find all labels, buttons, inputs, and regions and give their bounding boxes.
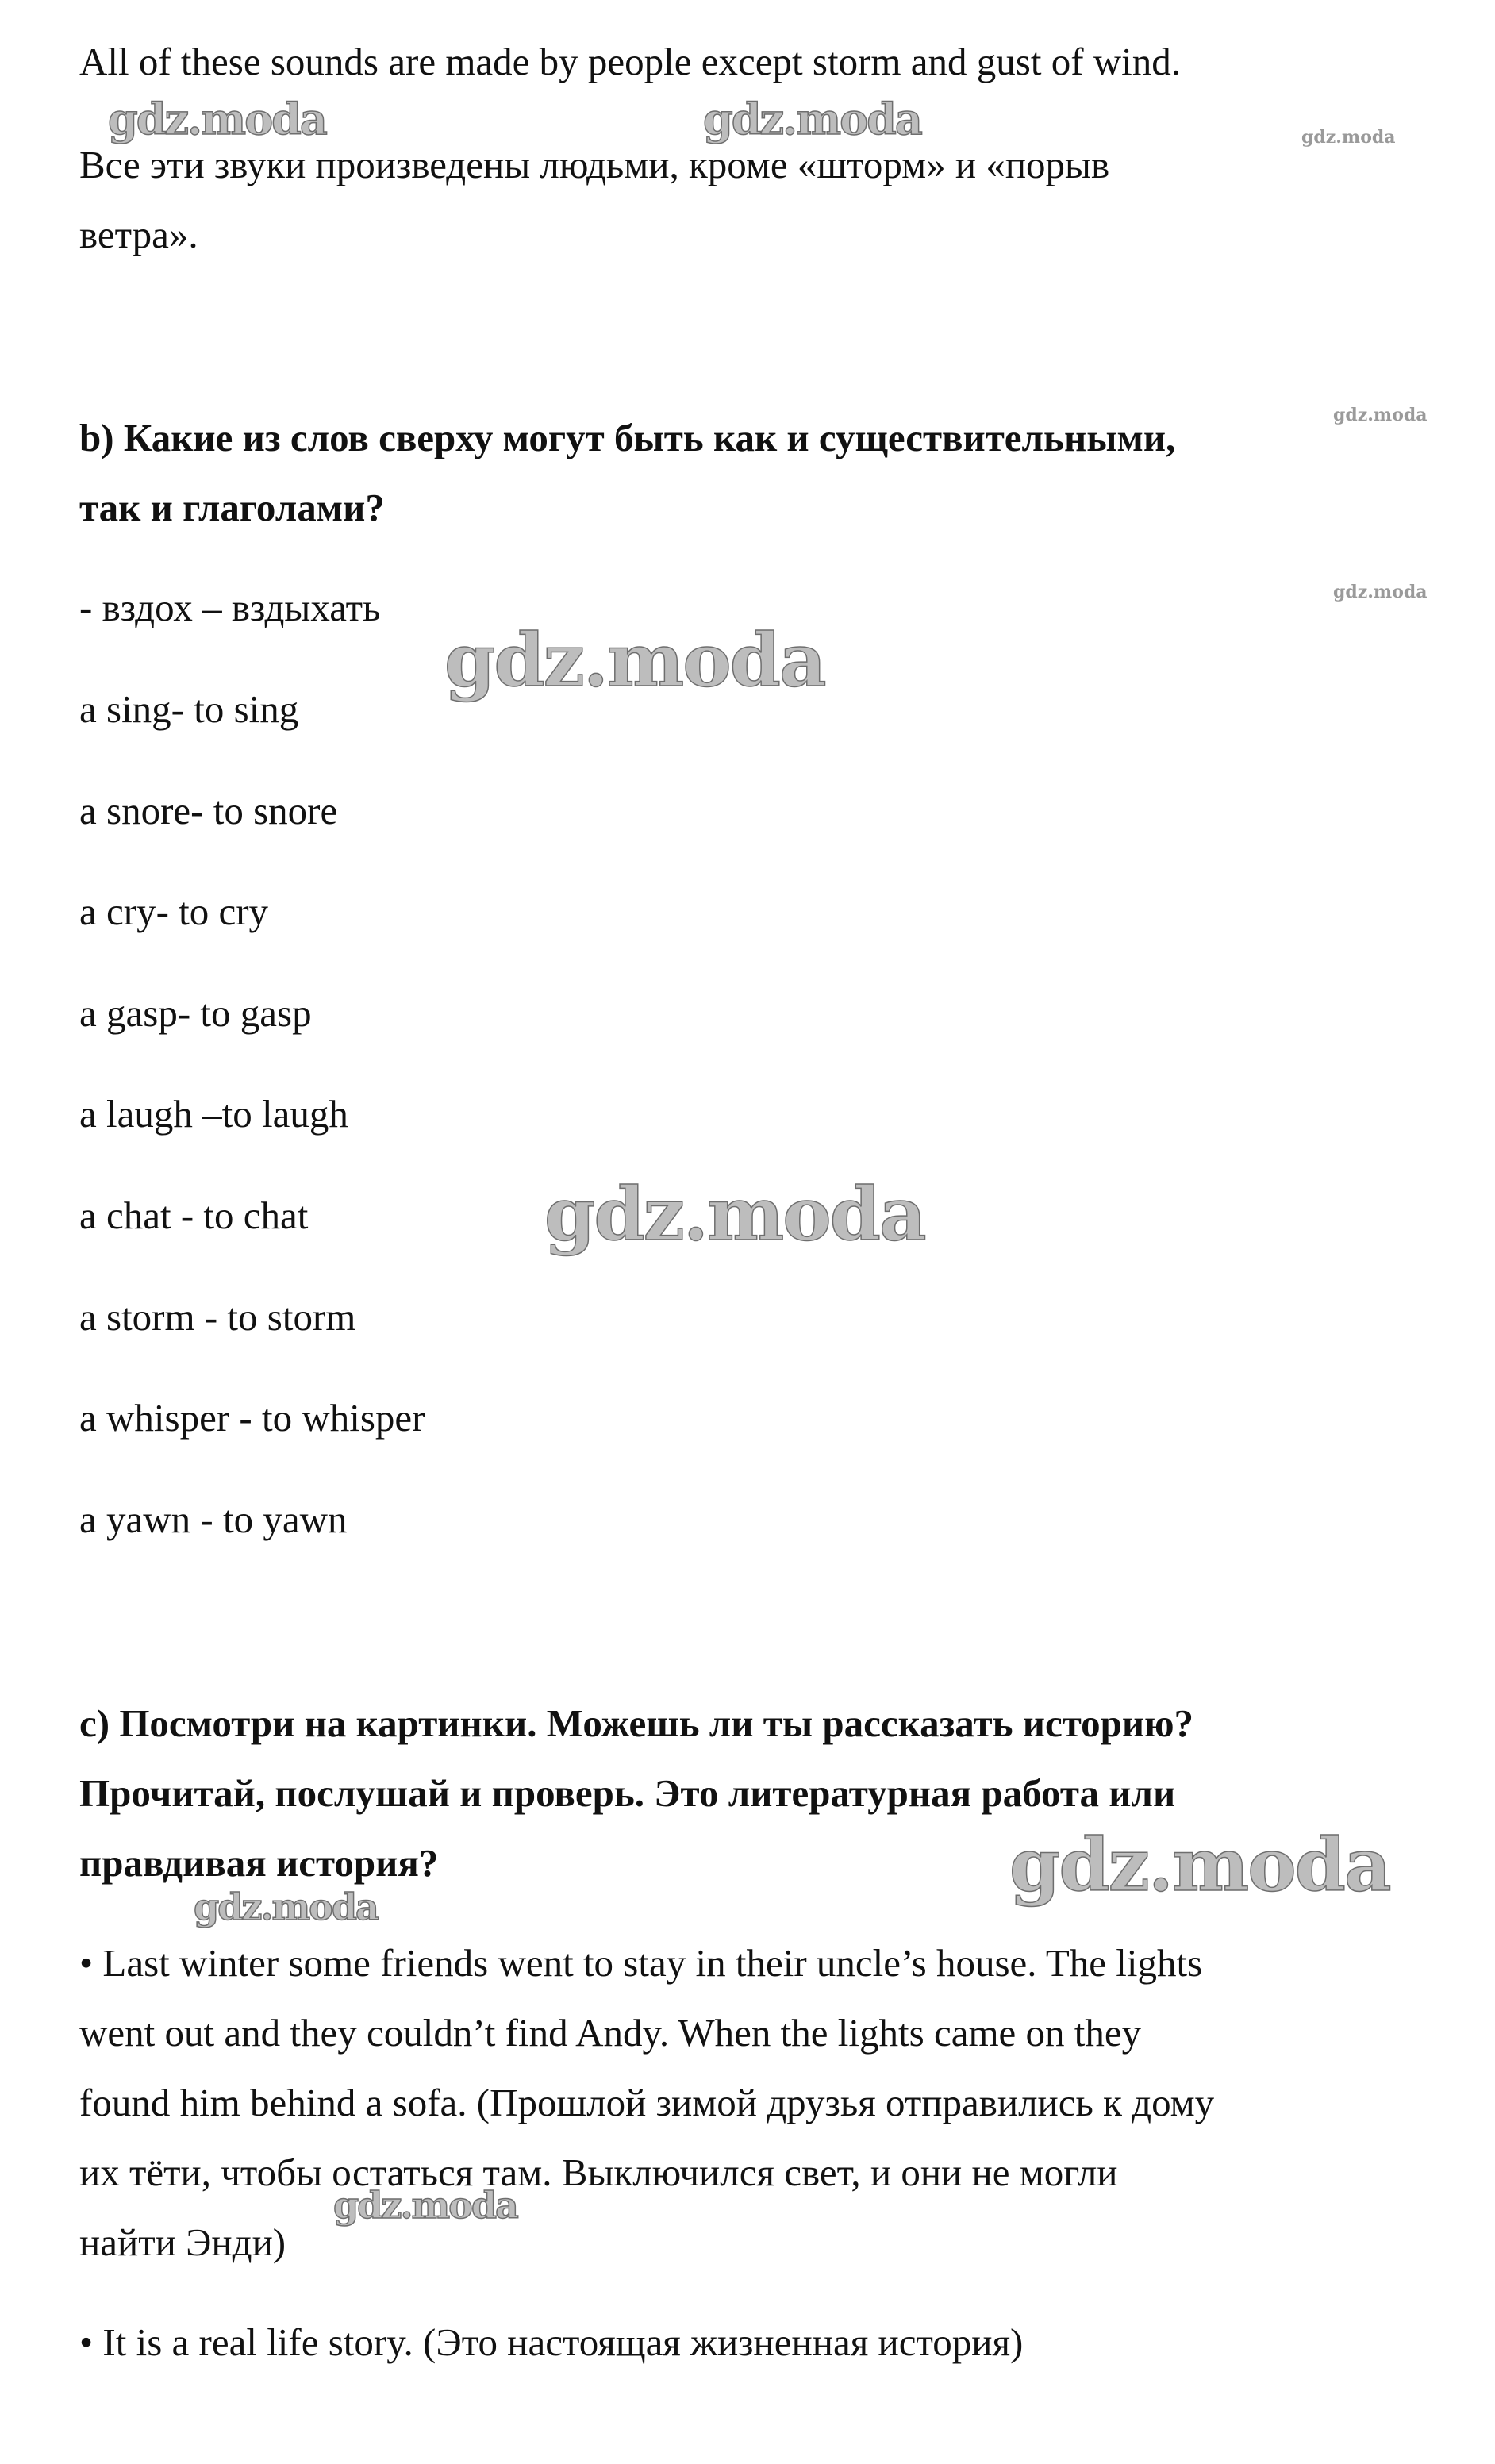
story-answer: • It is a real life story. (Это настоящая жизненная история)	[79, 2320, 1024, 2364]
watermark: gdz.moda	[703, 94, 921, 144]
word-pair-item: a storm - to storm	[79, 1295, 356, 1339]
story-paragraph-line: went out and they couldn’t find Andy. When the lights came on they	[79, 2011, 1142, 2055]
section-c-heading-line-2: Прочитай, послушай и проверь. Это литературная работа или	[79, 1771, 1176, 1815]
watermark: gdz.moda	[108, 94, 326, 144]
story-paragraph-line: found him behind a sofa. (Прошлой зимой друзья отправились к дому	[79, 2081, 1215, 2124]
watermark: gdz.moda	[544, 1171, 925, 1257]
watermark: gdz.moda	[1301, 127, 1396, 148]
watermark: gdz.moda	[1333, 405, 1428, 425]
watermark: gdz.moda	[1333, 582, 1428, 602]
word-pair-item: a cry- to cry	[79, 890, 269, 933]
story-paragraph-line: найти Энди)	[79, 2220, 286, 2264]
word-pair-item: a snore- to snore	[79, 789, 338, 832]
watermark: gdz.moda	[333, 2184, 517, 2227]
intro-russian-line-2: ветра».	[79, 213, 198, 256]
story-paragraph-line: их тёти, чтобы остаться там. Выключился свет, и они не могли	[79, 2151, 1118, 2194]
word-pair-item: a chat - to chat	[79, 1194, 309, 1237]
word-pair-item: a gasp- to gasp	[79, 991, 312, 1035]
word-pair-item: a yawn - to yawn	[79, 1497, 348, 1541]
intro-english: All of these sounds are made by people except storm and gust of wind.	[79, 40, 1182, 83]
section-c-heading-line-3: правдивая история?	[79, 1841, 439, 1885]
word-pair-item: a sing- to sing	[79, 687, 299, 731]
section-c-heading-line-1: c) Посмотри на картинки. Можешь ли ты рассказать историю?	[79, 1701, 1194, 1745]
section-b-heading-line-2: так и глаголами?	[79, 486, 385, 529]
word-pair-item: a whisper - to whisper	[79, 1396, 425, 1440]
watermark: gdz.moda	[444, 617, 825, 703]
story-paragraph-line: • Last winter some friends went to stay in their uncle’s house. The lights	[79, 1941, 1203, 1985]
intro-russian-line-1: Все эти звуки произведены людьми, кроме «шторм» и «порыв	[79, 143, 1110, 186]
section-b-heading-line-1: b) Какие из слов сверху могут быть как и существительными,	[79, 416, 1176, 459]
watermark: gdz.moda	[1009, 1822, 1390, 1908]
word-pair-item: a laugh –to laugh	[79, 1092, 348, 1136]
word-pair-item: - вздох – вздыхать	[79, 586, 381, 629]
watermark: gdz.moda	[194, 1885, 378, 1928]
